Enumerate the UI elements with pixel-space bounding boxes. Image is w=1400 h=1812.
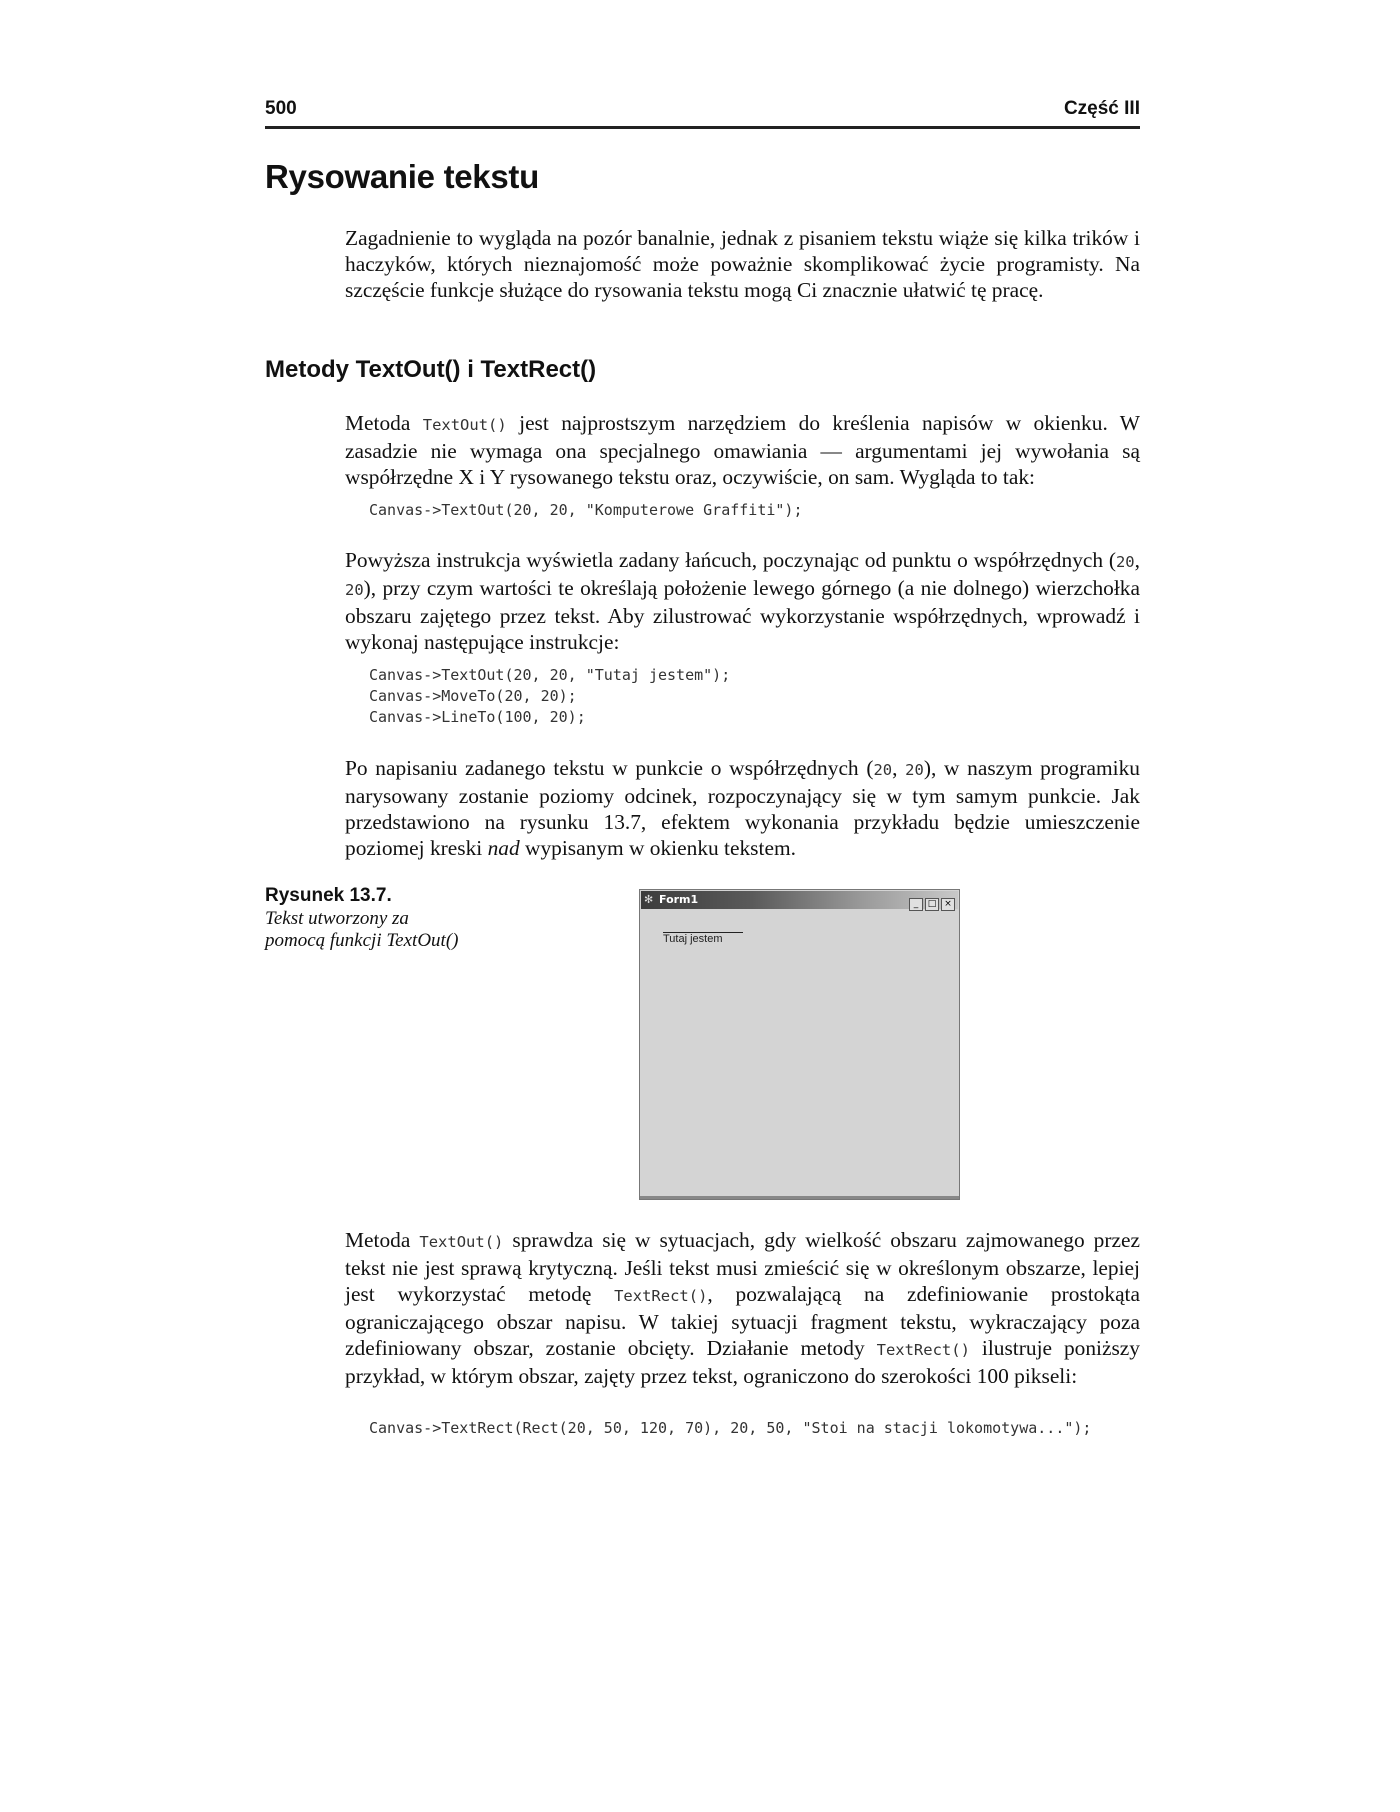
figure-description: Tekst utworzony za pomocą funkcji TextOut() — [265, 908, 459, 951]
inline-code: 20 — [1115, 553, 1135, 571]
code-example-1: Canvas->TextOut(20, 20, "Komputerowe Graffiti"); — [369, 501, 803, 519]
form-window-screenshot — [639, 889, 960, 1200]
chapter-section-title: Rysowanie tekstu — [265, 158, 539, 195]
window-app-icon: ✻ — [644, 893, 654, 906]
inline-code: TextRect() — [614, 1287, 708, 1305]
close-icon: × — [941, 898, 955, 911]
paragraph-line-example — [345, 755, 1140, 861]
inline-code: 20 — [345, 581, 364, 599]
text-run: ), przy czym wartości te określają położenie lewego górnego (a nie dolnego) wierzchołka obszaru zajętego przez tekst. Aby zilustrować wykorzystanie współrzędnych, wprowadź i wykonaj następujące instrukcje: — [345, 576, 1140, 654]
window-title: Form1 — [659, 893, 699, 906]
text-run: Metoda — [345, 411, 423, 435]
window-titlebar — [641, 891, 958, 909]
intro-paragraph: Zagadnienie to wygląda na pozór banalnie, jednak z pisaniem tekstu wiąże się kilka trików i haczyków, których nieznajomość może poważnie skomplikować życie programisty. Na szczęście funkcje służące do rysowania tekstu mogą Ci znacznie ułatwić tę pracę. — [345, 226, 1140, 302]
code-example-3: Canvas->TextRect(Rect(20, 50, 120, 70), 20, 50, "Stoi na stacji lokomotywa..."); — [369, 1419, 1092, 1437]
text-run: Po napisaniu zadanego tekstu w punkcie o współrzędnych ( — [345, 756, 874, 780]
emphasis: nad — [487, 836, 520, 860]
paragraph-textrect — [345, 1227, 1140, 1389]
maximize-icon: □ — [925, 898, 939, 911]
part-label: Część III — [1063, 98, 1140, 119]
subsection-title: Metody TextOut() i TextRect() — [265, 356, 597, 383]
inline-code: TextOut() — [419, 1233, 504, 1251]
paragraph-coordinates — [345, 547, 1140, 655]
window-controls — [907, 893, 955, 911]
text-run: Powyższa instrukcja wyświetla zadany łańcuch, poczynając od punktu o współrzędnych ( — [345, 548, 1116, 572]
code-example-2: Canvas->TextOut(20, 20, "Tutaj jestem"); Canvas->MoveTo(20, 20); Canvas->LineTo(100, 20); — [369, 666, 731, 726]
inline-code: TextOut() — [422, 416, 507, 434]
page-number: 500 — [265, 98, 297, 119]
inline-code: 20 — [873, 761, 893, 779]
text-run: , pozwalającą na zdefiniowanie prostokąta ograniczającego obszar napisu. W takiej sytuacji fragment tekstu, wykraczający poza zdefiniowany obszar, zostanie obcięty. Działanie metody — [345, 1282, 1140, 1360]
window-bottom-edge — [640, 1196, 959, 1199]
text-run: , — [892, 756, 906, 780]
text-run: sprawdza się w sytuacjach, gdy wielkość obszaru zajmowanego przez tekst nie jest sprawą krytyczną. Jeśli tekst musi zmieścić się w określonym obszarze, lepiej jest wykorzystać metodę — [345, 1228, 1140, 1306]
inline-code: 20 — [905, 761, 924, 779]
text-run: ), w naszym programiku narysowany zostanie poziomy odcinek, rozpoczynający się w tym samym punkcie. Jak przedstawiono na rysunku 13.7, efektem wykonania przykładu będzie umieszczenie poziomej kreski — [345, 756, 1140, 860]
text-run: , — [1134, 548, 1140, 572]
text-run: Metoda — [345, 1228, 420, 1252]
page-header — [265, 98, 1140, 129]
inline-code: TextRect() — [876, 1341, 970, 1359]
figure-label: Rysunek 13.7. — [265, 885, 392, 906]
figure-caption — [265, 885, 465, 952]
text-run: wypisanym w okienku tekstem. — [519, 836, 796, 860]
text-run: ilustruje poniższy przykład, w którym obszar, zajęty przez tekst, ograniczono do szerokości 100 pikseli: — [345, 1336, 1140, 1388]
text-run: jest najprostszym narzędziem do kreślenia napisów w okienku. W zasadzie nie wymaga ona specjalnego omawiania — argumentami jej wywołania są współrzędne X i Y rysowanego tekstu oraz, oczywiście, on sam. Wygląda to tak: — [345, 411, 1140, 489]
minimize-icon: _ — [909, 898, 923, 911]
drawn-text: Tutaj jestem — [663, 933, 723, 945]
paragraph-textout — [345, 410, 1140, 490]
